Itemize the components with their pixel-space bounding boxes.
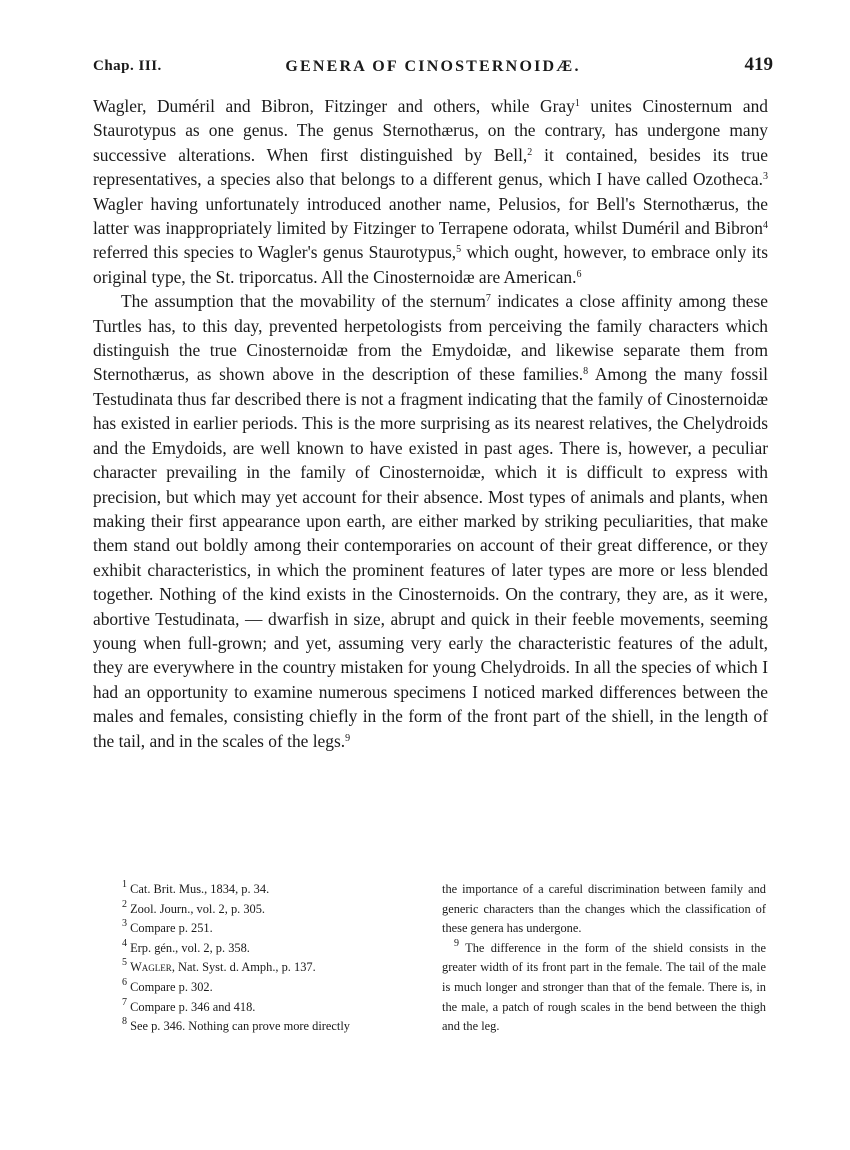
footnote-text: Cat. Brit. Mus., 1834, p. 34. [130, 882, 270, 896]
footnote-text: Compare p. 302. [130, 979, 213, 994]
paragraph-text: The assumption that the movability of the sternum [121, 291, 486, 312]
paragraph-text: indicates a close affinity among these Turtles has, to this day, prevented herpetologists from perceiving the family characters which distinguish the true Cinosternoidæ from the Emydoidæ, and likewise separate them from Sternothærus, as shown above in the description of these families. [93, 291, 768, 385]
footnote-marker: 8 [583, 366, 589, 378]
paragraph [93, 94, 768, 289]
footnote-marker: 4 [763, 220, 768, 232]
footnote [110, 880, 420, 900]
footnote-marker: 6 [576, 268, 582, 280]
footnote [442, 880, 766, 939]
footnote [442, 939, 766, 1037]
footnote-text: Zool. Journ., vol. 2, p. 305. [130, 901, 266, 916]
footnote-number: 4 [122, 937, 127, 949]
footnote [110, 1017, 420, 1037]
footnote-marker: 9 [345, 732, 351, 744]
page-number: 419 [744, 54, 773, 75]
footnote-number: 3 [122, 918, 127, 930]
paragraph-text: Wagler having unfortunately introduced another name, Pelusios, for Bell's Sternothærus, the latter was inappropriately limited by Fitzinger to Terrapene odorata, whilst Duméril and Bibron [93, 193, 768, 239]
paragraph-text: Wagler, Duméril and Bibron, Fitzinger and others, while Gray [93, 96, 575, 116]
footnote-marker: 5 [456, 244, 462, 256]
paragraph-text: referred this species to Wagler's genus Staurotypus, [93, 242, 457, 263]
paragraph [93, 289, 768, 753]
footnote-number: 8 [122, 1016, 127, 1028]
footnotes-right-column [442, 880, 766, 1037]
footnote-number: 2 [122, 898, 127, 910]
footnote-marker: 1 [574, 98, 580, 109]
footnote [110, 978, 420, 998]
running-title: GENERA OF CINOSTERNOIDÆ. [285, 58, 581, 75]
running-header [93, 54, 773, 84]
footnote-text: Erp. gén., vol. 2, p. 358. [130, 940, 250, 955]
footnote-text: The difference in the form of the shield consists in the greater width of its front part in the female. The tail of the male is much longer and stronger than that of the female. There is, in the male, a patch of rough scales in the bend between the thigh and the leg. [442, 940, 766, 1034]
footnote [110, 998, 420, 1018]
footnote-number: 9 [454, 937, 459, 949]
footnote-text: See p. 346. Nothing can prove more directly [130, 1019, 350, 1034]
paragraph-text: which ought, however, to embrace only its original type, the St. triporcatus. All the Cinosternoidæ are American. [93, 242, 768, 287]
footnote-text: the importance of a careful discrimination between family and generic characters than the changes which the classification of these genera has undergone. [442, 882, 766, 936]
footnote-author: Wagler [130, 960, 172, 975]
footnote-marker: 7 [485, 293, 491, 305]
footnote-number: 1 [122, 879, 127, 890]
footnote-text: , Nat. Syst. d. Amph., p. 137. [171, 960, 316, 975]
body-text [93, 94, 768, 753]
footnote [110, 900, 420, 920]
footnote-number: 7 [122, 996, 127, 1008]
footnote-marker: 2 [527, 146, 533, 158]
footnote [110, 958, 420, 978]
footnote [110, 939, 420, 959]
footnote-number: 6 [122, 976, 127, 988]
paragraph-text: Among the many fossil Testudinata thus far described there is not a fragment indicating that the family of Cinosternoidæ has existed in earlier periods. This is the more surprising as its nearest relatives, the Chelydroids and the Emydoids, are well known to have existed in past ages. There is, however, a peculiar character prevailing in the family of Cinosternoidæ, which it is difficult to express with precision, but which may yet account for their absence. Most types of animals and plants, when making their first appearance upon earth, are either marked by striking peculiarities, that make them stand out boldly among their contemporaries on account of their great difference, or they exhibit characteristics, in which the prominent features of later types are more or less blended together. Nothing of the kind exists in the Cinosternoids. On the contrary, they are, as it were, abortive Testudinata, — dwarfish in size, abrupt and quick in their feeble movements, seeming young when full-grown; and yet, assuming very early the characteristic features of the adult, they are everywhere in the country mistaken for young Chelydroids. In all the species of which I had an opportunity to examine numerous specimens I noticed marked differences between the males and females, consisting chiefly in the form of the front part of the shiell, in the length of the tail, and in the scales of the legs. [93, 364, 768, 751]
footnote-text: Compare p. 346 and 418. [130, 999, 256, 1014]
footnotes-left-column [110, 880, 420, 1037]
chapter-label: Chap. III. [93, 58, 162, 74]
footnote-number: 5 [122, 957, 127, 969]
footnote [110, 919, 420, 939]
footnote-text: Compare p. 251. [130, 921, 213, 936]
paragraph-text: unites Cinosternum and Staurotypus as one genus. The genus Sternothærus, on the contrary, has undergone many successive alterations. When first distinguished by Bell, [93, 96, 769, 165]
paragraph-text: it contained, besides its true representatives, a species also that belongs to a different genus, which I have called Ozotheca. [93, 144, 768, 190]
footnote-marker: 3 [763, 171, 768, 183]
